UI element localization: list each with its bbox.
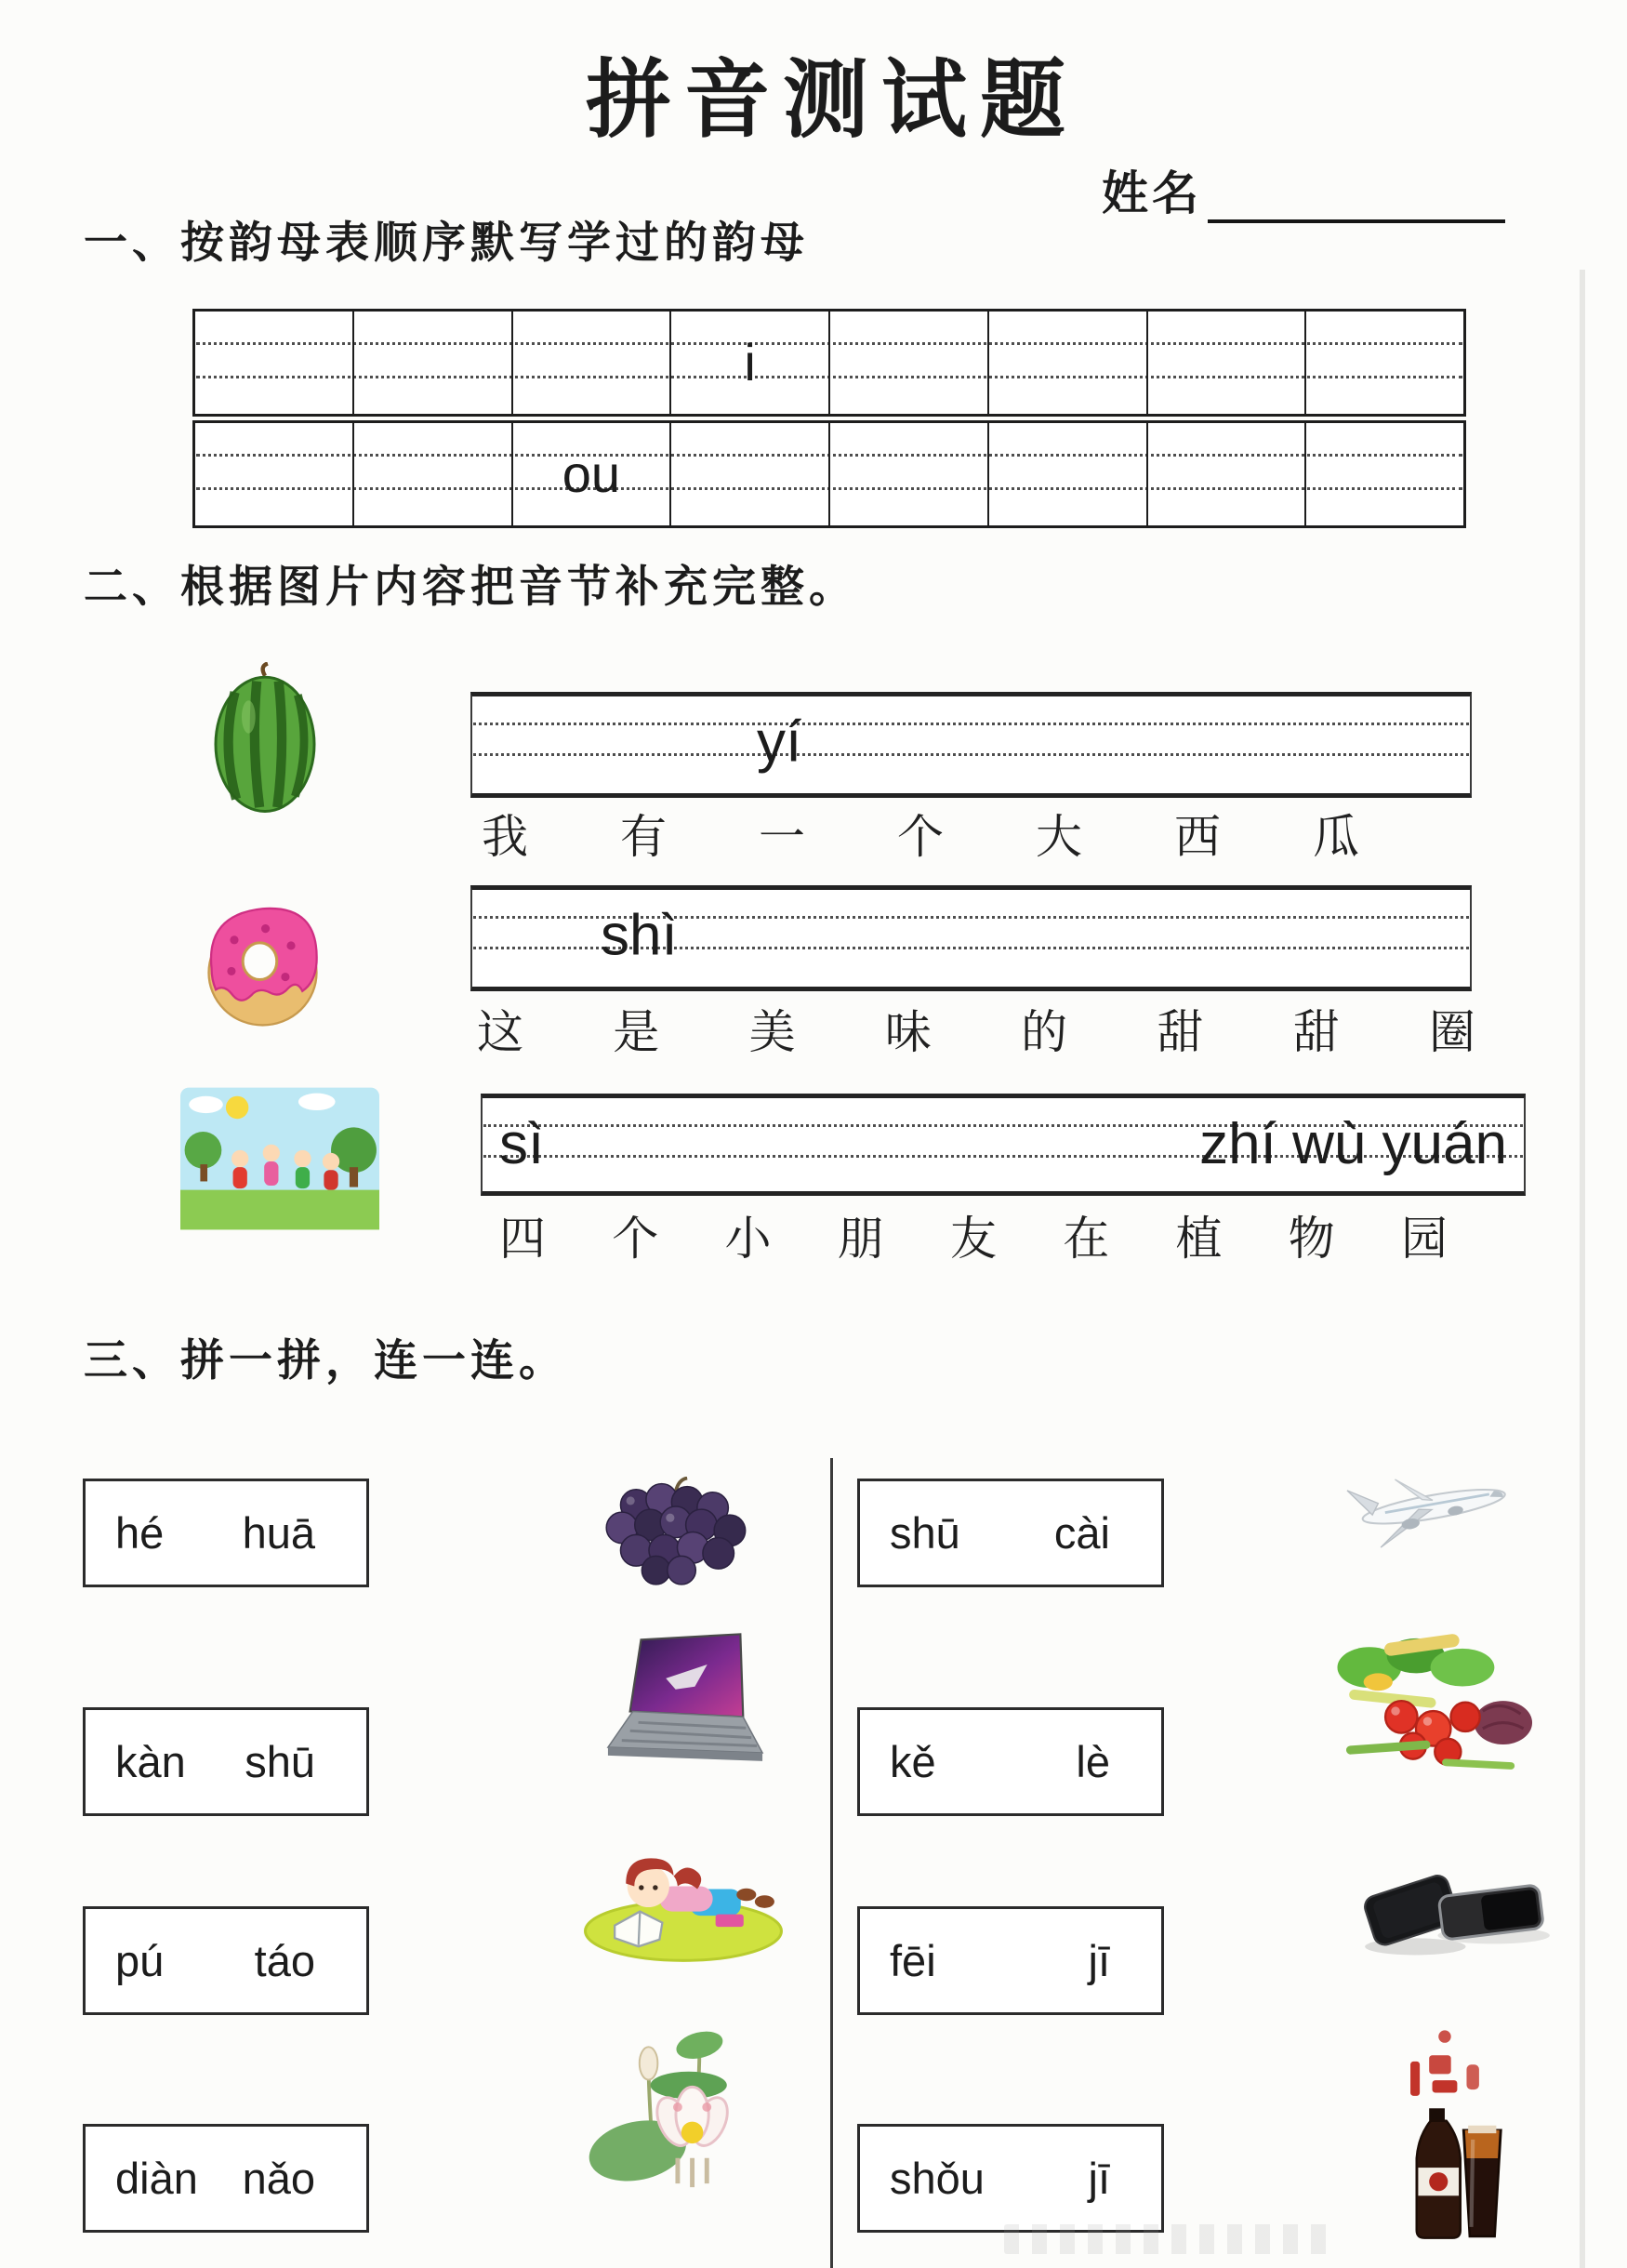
grid-cell	[830, 312, 989, 414]
word-box-diannao: diàn nǎo	[83, 2124, 369, 2233]
vowel-grid-row-1	[192, 309, 1466, 417]
dotted-writing-line	[473, 723, 1469, 725]
word-box-kanshu: kàn shū	[83, 1707, 369, 1816]
word-box-putao: pú táo	[83, 1906, 369, 2015]
sentence-text: 这 是 美 味 的 甜 甜 圈	[477, 1006, 1475, 1058]
vowel-grid-row-2	[192, 420, 1466, 528]
grid-cell	[354, 423, 513, 525]
donut-image	[191, 895, 335, 1029]
grid-cell	[513, 312, 672, 414]
grid-cell	[1306, 423, 1463, 525]
grid-cell	[354, 312, 513, 414]
grid-cell	[1148, 423, 1307, 525]
dotted-writing-line	[473, 753, 1469, 756]
word-box-shouji: shǒu jī	[857, 2124, 1164, 2233]
girl-reading-image	[578, 1823, 788, 1967]
smartphones-image	[1343, 1849, 1563, 1968]
section3-heading: 三、拼一拼，连一连。	[84, 1337, 567, 1386]
word-box-shucai: shū cài	[857, 1479, 1164, 1587]
name-blank-line	[1208, 167, 1505, 223]
children-garden-image	[180, 1086, 379, 1231]
word-box-hehua: hé huā	[83, 1479, 369, 1587]
grid-cell: ou	[513, 423, 672, 525]
pinyin-answer: zhí wù yuán	[1199, 1112, 1507, 1176]
watermark-smudge	[1004, 2224, 1329, 2254]
cola-image	[1393, 2027, 1506, 2246]
grid-cell	[195, 312, 354, 414]
answer-box-garden	[481, 1094, 1526, 1196]
grid-cell	[671, 423, 830, 525]
grid-cell: i	[671, 312, 830, 414]
section1-heading: 一、按韵母表顺序默写学过的韵母	[84, 219, 809, 268]
laptop-image	[602, 1629, 768, 1785]
airplane-image	[1328, 1452, 1534, 1557]
name-label: 姓名	[1102, 167, 1202, 219]
word-box-kele: kě lè	[857, 1707, 1164, 1816]
sentence-text: 四 个 小 朋 友 在 植 物 园	[499, 1213, 1448, 1265]
lotus-image	[581, 2016, 767, 2235]
answer-box-watermelon	[470, 692, 1472, 798]
grid-cell	[830, 423, 989, 525]
grid-cell	[1306, 312, 1463, 414]
pinyin-answer: yí	[757, 710, 802, 775]
word-box-feiji: fēi jī	[857, 1906, 1164, 2015]
vegetables-image	[1316, 1618, 1541, 1778]
page-title: 拼音测试题	[585, 53, 1078, 148]
column-divider-line	[830, 1458, 833, 2268]
grid-cell	[1148, 312, 1307, 414]
pinyin-answer: shì	[601, 903, 678, 968]
sentence-text: 我 有 一 个 大 西 瓜	[482, 811, 1359, 863]
grid-cell	[195, 423, 354, 525]
name-field	[1102, 156, 1505, 223]
pinyin-answer: sì	[499, 1112, 545, 1176]
section2-heading: 二、根据图片内容把音节补充完整。	[84, 564, 857, 612]
grid-cell	[989, 423, 1148, 525]
grapes-image	[590, 1477, 767, 1590]
watermelon-image	[195, 662, 335, 813]
answer-box-donut	[470, 885, 1472, 991]
grid-cell	[989, 312, 1148, 414]
scan-edge-artifact	[1580, 270, 1585, 2268]
